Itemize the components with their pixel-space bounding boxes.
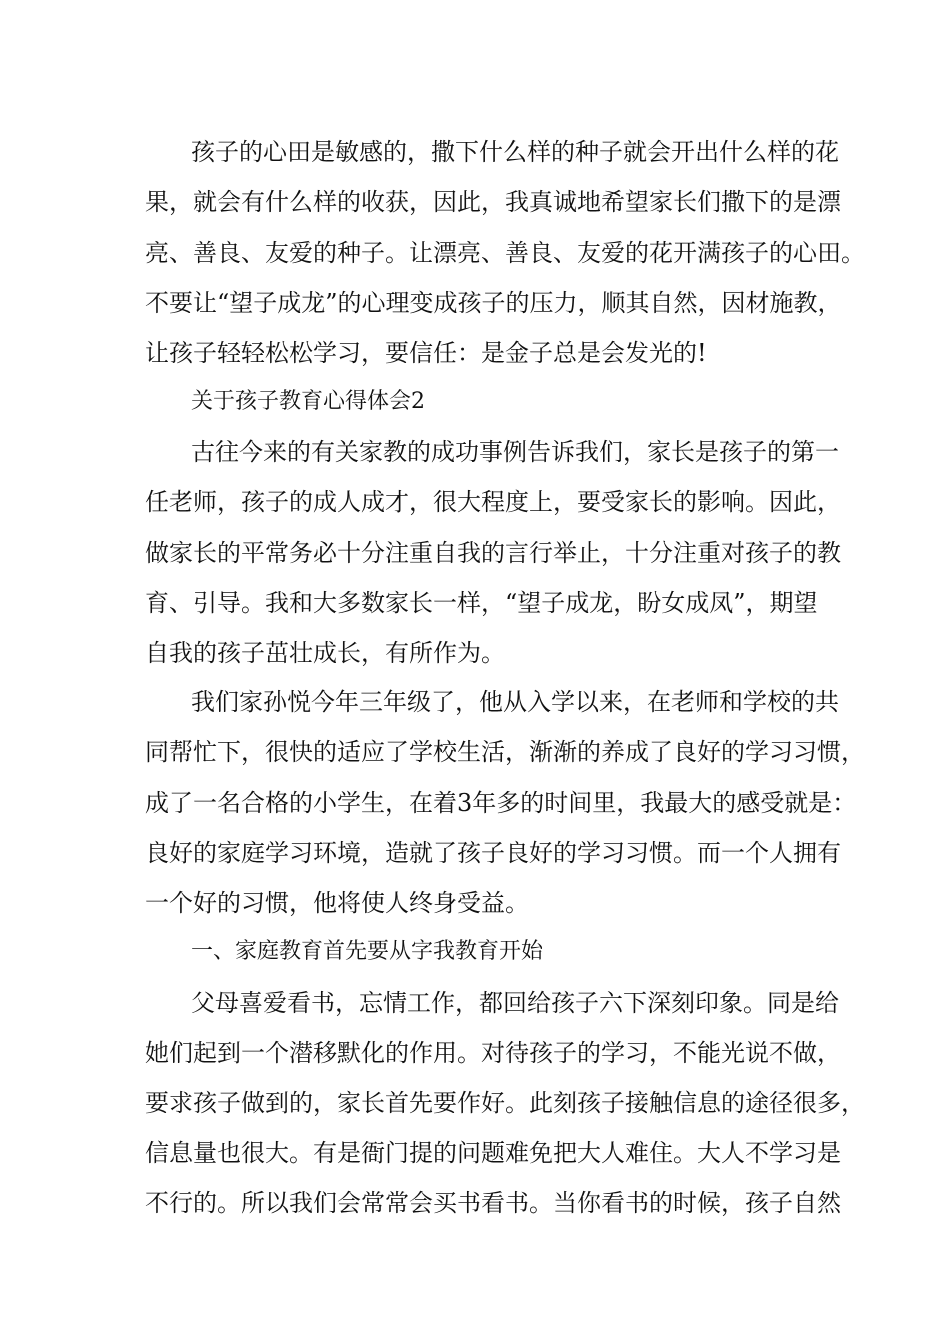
paragraph-2-line-4: 育、引导。我和大多数家长一样，“望子成龙，盼女成凤”，期望: [145, 589, 818, 617]
paragraph-3-line-5: 一个好的习惯，他将使人终身受益。: [145, 889, 529, 917]
paragraph-1-line-1: 孩子的心田是敏感的，撒下什么样的种子就会开出什么样的花: [191, 138, 839, 166]
section-heading: 关于孩子教育心得体会2: [191, 389, 425, 414]
paragraph-4-line-4: 信息量也很大。有是衙门提的问题难免把大人难住。大人不学习是: [145, 1139, 841, 1167]
paragraph-3-line-4: 良好的家庭学习环境，造就了孩子良好的学习习惯。而一个人拥有: [145, 839, 841, 867]
paragraph-3-line-1: 我们家孙悦今年三年级了，他从入学以来，在老师和学校的共: [191, 688, 839, 716]
paragraph-1-line-2: 果，就会有什么样的收获，因此，我真诚地希望家长们撒下的是漂: [145, 188, 841, 216]
paragraph-2-line-1: 古往今来的有关家教的成功事例告诉我们，家长是孩子的第一: [191, 438, 839, 466]
paragraph-4-line-2: 她们起到一个潜移默化的作用。对待孩子的学习，不能光说不做，: [145, 1039, 841, 1067]
paragraph-2-line-5: 自我的孩子茁壮成长，有所作为。: [145, 639, 505, 667]
paragraph-2-line-2: 任老师，孩子的成人成才，很大程度上，要受家长的影响。因此，: [145, 488, 841, 516]
paragraph-4-line-1: 父母喜爱看书，忘情工作，都回给孩子六下深刻印象。同是给: [191, 989, 839, 1017]
paragraph-3-line-3: 成了一名合格的小学生，在着3年多的时间里，我最大的感受就是：: [145, 789, 857, 817]
paragraph-1-line-5: 让孩子轻轻松松学习，要信任：是金子总是会发光的!: [145, 339, 707, 367]
paragraph-3-line-2: 同帮忙下，很快的适应了学校生活，渐渐的养成了良好的学习习惯，: [145, 738, 865, 766]
subsection-heading: 一、家庭教育首先要从字我教育开始: [191, 939, 544, 964]
paragraph-2-line-3: 做家长的平常务必十分注重自我的言行举止，十分注重对孩子的教: [145, 539, 841, 567]
paragraph-1-line-4: 不要让“望子成龙”的心理变成孩子的压力，顺其自然，因材施教，: [145, 289, 842, 317]
paragraph-4-line-5: 不行的。所以我们会常常会买书看书。当你看书的时候，孩子自然: [145, 1189, 841, 1217]
paragraph-4-line-3: 要求孩子做到的，家长首先要作好。此刻孩子接触信息的途径很多，: [145, 1089, 865, 1117]
paragraph-1-line-3: 亮、善良、友爱的种子。让漂亮、善良、友爱的花开满孩子的心田。: [145, 239, 865, 267]
